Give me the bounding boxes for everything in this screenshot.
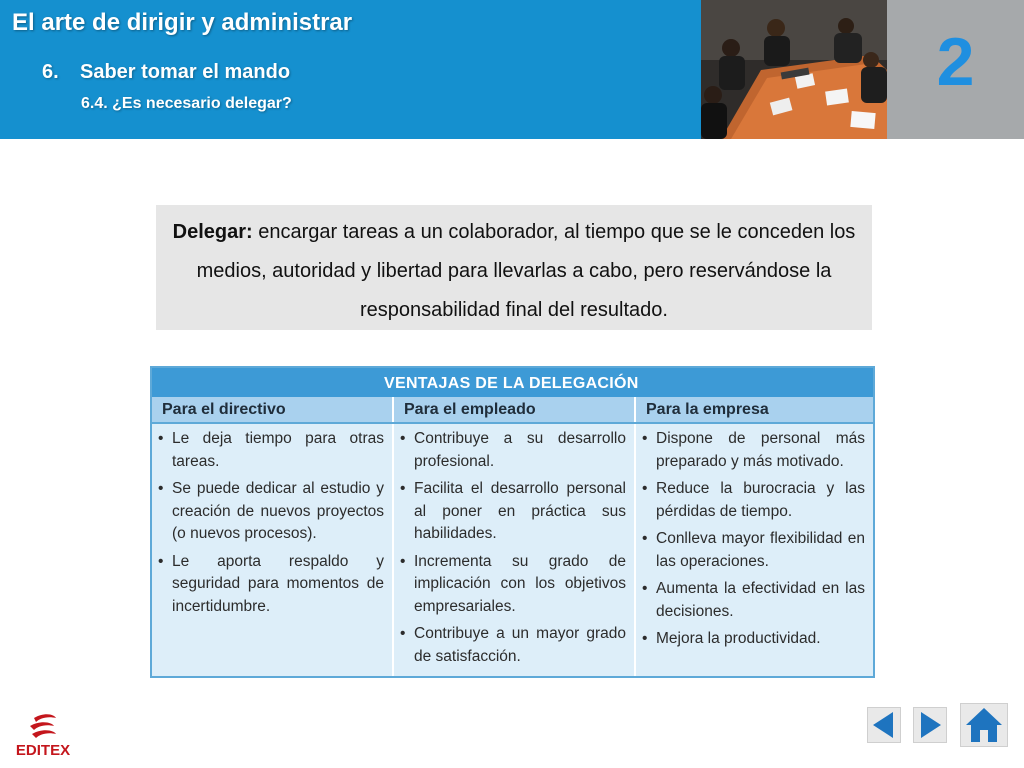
list-item: • Contribuye a su desarrollo profesional. — [400, 428, 626, 473]
list-item: • Conlleva mayor flexibilidad en las operaciones. — [642, 528, 865, 573]
chapter-indicator — [887, 0, 1024, 139]
table-body — [152, 424, 873, 676]
section-heading — [42, 61, 290, 84]
page-title: El arte de dirigir y administrar — [12, 9, 353, 36]
home-button[interactable] — [960, 703, 1008, 747]
previous-slide-button[interactable] — [867, 707, 901, 743]
next-slide-button[interactable] — [913, 707, 947, 743]
definition-term: Delegar: — [172, 221, 253, 243]
home-icon — [961, 704, 1007, 746]
definition-text: encargar tareas a un colaborador, al tiempo que se le conceden los medios, autoridad y libertad para llevarlas a cabo, pero reservándose la responsabilidad final del resultado. — [196, 221, 856, 321]
section-title: Saber tomar el mando — [80, 61, 291, 83]
editex-logo — [10, 712, 76, 758]
column-empleado — [394, 424, 636, 676]
table-header-row — [152, 397, 873, 424]
list-item: • Mejora la productividad. — [642, 628, 865, 651]
meeting-photo-illustration — [701, 0, 887, 139]
list-item: • Le aporta respaldo y seguridad para momentos de incertidumbre. — [158, 551, 384, 619]
list-item: • Facilita el desarrollo personal al poner en práctica sus habilidades. — [400, 478, 626, 546]
list-item: • Se puede dedicar al estudio y creación de nuevos proyectos (o nuevos procesos). — [158, 478, 384, 546]
subsection-heading: 6.4. ¿Es necesario delegar? — [81, 95, 292, 112]
arrow-left-icon — [868, 708, 900, 742]
chapter-number: 2 — [936, 24, 975, 100]
column-directivo — [152, 424, 394, 676]
list-item: • Dispone de personal más preparado y más motivado. — [642, 428, 865, 473]
column-empresa — [636, 424, 873, 676]
list-item: • Incrementa su grado de implicación con los objetivos empresariales. — [400, 551, 626, 619]
column-header-empresa: Para la empresa — [646, 401, 769, 418]
section-number: 6. — [42, 61, 59, 83]
header-banner — [0, 0, 1024, 139]
list-item: • Contribuye a un mayor grado de satisfacción. — [400, 623, 626, 668]
meeting-photo — [701, 0, 887, 139]
logo-text: EDITEX — [15, 742, 71, 758]
list-item: • Le deja tiempo para otras tareas. — [158, 428, 384, 473]
editex-logo-icon — [10, 712, 76, 758]
column-header-directivo: Para el directivo — [152, 397, 394, 422]
table-title: VENTAJAS DE LA DELEGACIÓN — [152, 368, 873, 397]
list-item: • Reduce la burocracia y las pérdidas de tiempo. — [642, 478, 865, 523]
list-item: • Aumenta la efectividad en las decisiones. — [642, 578, 865, 623]
advantages-table — [150, 366, 875, 678]
definition-box — [156, 205, 872, 330]
arrow-right-icon — [914, 708, 946, 742]
column-header-empleado: Para el empleado — [394, 397, 636, 422]
